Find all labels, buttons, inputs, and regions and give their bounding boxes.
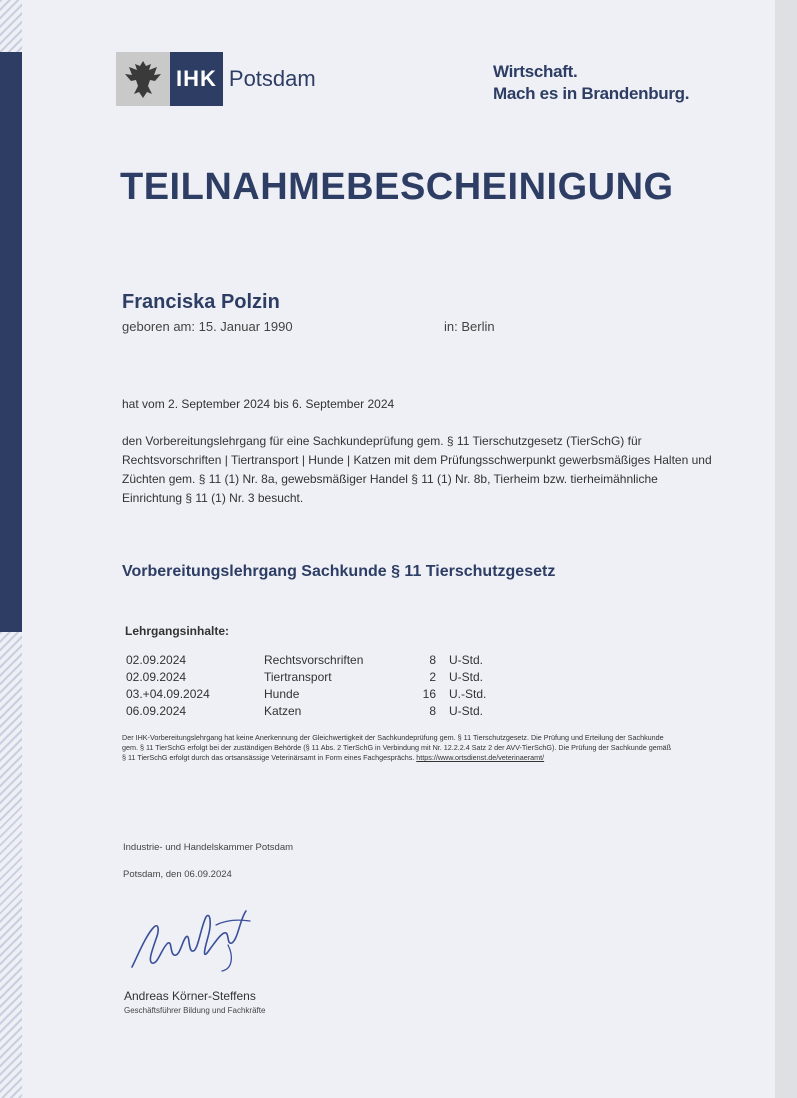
course-description — [122, 432, 712, 508]
birth-place: in: Berlin — [444, 319, 495, 334]
row-date: 02.09.2024 — [126, 653, 187, 667]
description-line: den Vorbereitungslehrgang für eine Sachkundeprüfung gem. § 11 Tierschutzgesetz (TierSchG) für — [122, 434, 642, 448]
row-date: 02.09.2024 — [126, 670, 187, 684]
row-date: 06.09.2024 — [126, 704, 187, 718]
row-topic: Katzen — [264, 704, 302, 718]
handwritten-signature — [128, 905, 258, 980]
note-line-text: § 11 TierSchG erfolgt durch das ortsansässige Veterinärsamt in Form eines Fachgesprächs. — [122, 753, 415, 762]
legal-note — [122, 733, 750, 763]
description-line: Rechtsvorschriften | Tiertransport | Hunde | Katzen mit dem Prüfungsschwerpunkt gewerbsmäßiges Halten und — [122, 453, 712, 467]
page-edge — [775, 0, 797, 1098]
claim-line-1: Wirtschaft. — [493, 62, 578, 81]
attendance-period: hat vom 2. September 2024 bis 6. September 2024 — [122, 397, 395, 411]
hatched-stripe-top — [0, 0, 22, 52]
veterinary-office-link[interactable]: https://www.ortsdienst.de/veterinaeramt/ — [416, 753, 545, 762]
row-hours: 16 — [422, 687, 436, 701]
note-line — [122, 753, 750, 763]
place-and-date: Potsdam, den 06.09.2024 — [123, 869, 232, 880]
contents-label: Lehrgangsinhalte: — [125, 624, 230, 638]
row-hours: 2 — [429, 670, 436, 684]
row-topic: Tiertransport — [264, 670, 332, 684]
ihk-logo — [116, 52, 316, 106]
note-line: gem. § 11 TierSchG erfolgt bei der zuständigen Behörde (§ 11 Abs. 2 TierSchG in Verbindung mit Nr. 12.2.2.4 Satz 2 der AVV-TierSchG). Die Prüfung der Sachkunde gemäß — [122, 743, 672, 752]
row-unit: U-Std. — [449, 653, 484, 667]
signer-name: Andreas Körner-Steffens — [124, 989, 256, 1003]
signer-role: Geschäftsführer Bildung und Fachkräfte — [124, 1006, 266, 1015]
row-unit: U-Std. — [449, 670, 484, 684]
claim-line-2: Mach es in Brandenburg. — [493, 84, 690, 103]
row-hours: 8 — [429, 704, 436, 718]
row-topic: Rechtsvorschriften — [264, 653, 364, 667]
row-date: 03.+04.09.2024 — [126, 687, 210, 701]
participant-name: Franciska Polzin — [122, 291, 280, 313]
row-unit: U-Std. — [449, 704, 484, 718]
row-hours: 8 — [429, 653, 436, 667]
description-line: Einrichtung § 11 (1) Nr. 3 besucht. — [122, 491, 304, 505]
row-unit: U.-Std. — [449, 687, 487, 701]
logo-city-text: Potsdam — [228, 66, 316, 91]
brand-bar — [0, 52, 22, 632]
birth-date: geboren am: 15. Januar 1990 — [122, 319, 293, 334]
course-title: Vorbereitungslehrgang Sachkunde § 11 Tierschutzgesetz — [122, 563, 556, 580]
issuer-chamber: Industrie- und Handelskammer Potsdam — [123, 842, 294, 853]
note-line: Der IHK-Vorbereitungslehrgang hat keine Anerkennung der Gleichwertigkeit der Sachkundeprüfung gem. § 11 Tierschutzgesetz. Die Prüfung und Erteilung der Sachkunde — [122, 733, 664, 742]
eagle-icon — [116, 52, 170, 106]
row-topic: Hunde — [264, 687, 300, 701]
logo-ihk-text: IHK — [170, 52, 223, 106]
document-title: TEILNAHMEBESCHEINIGUNG — [120, 166, 674, 208]
description-line: Züchten gem. § 11 (1) Nr. 8a, gewebsmäßiger Handel § 11 (1) Nr. 8b, Tierheim bzw. tierheimähnliche — [122, 472, 658, 486]
brand-claim — [493, 61, 689, 105]
hatched-stripe-bottom — [0, 632, 22, 1098]
